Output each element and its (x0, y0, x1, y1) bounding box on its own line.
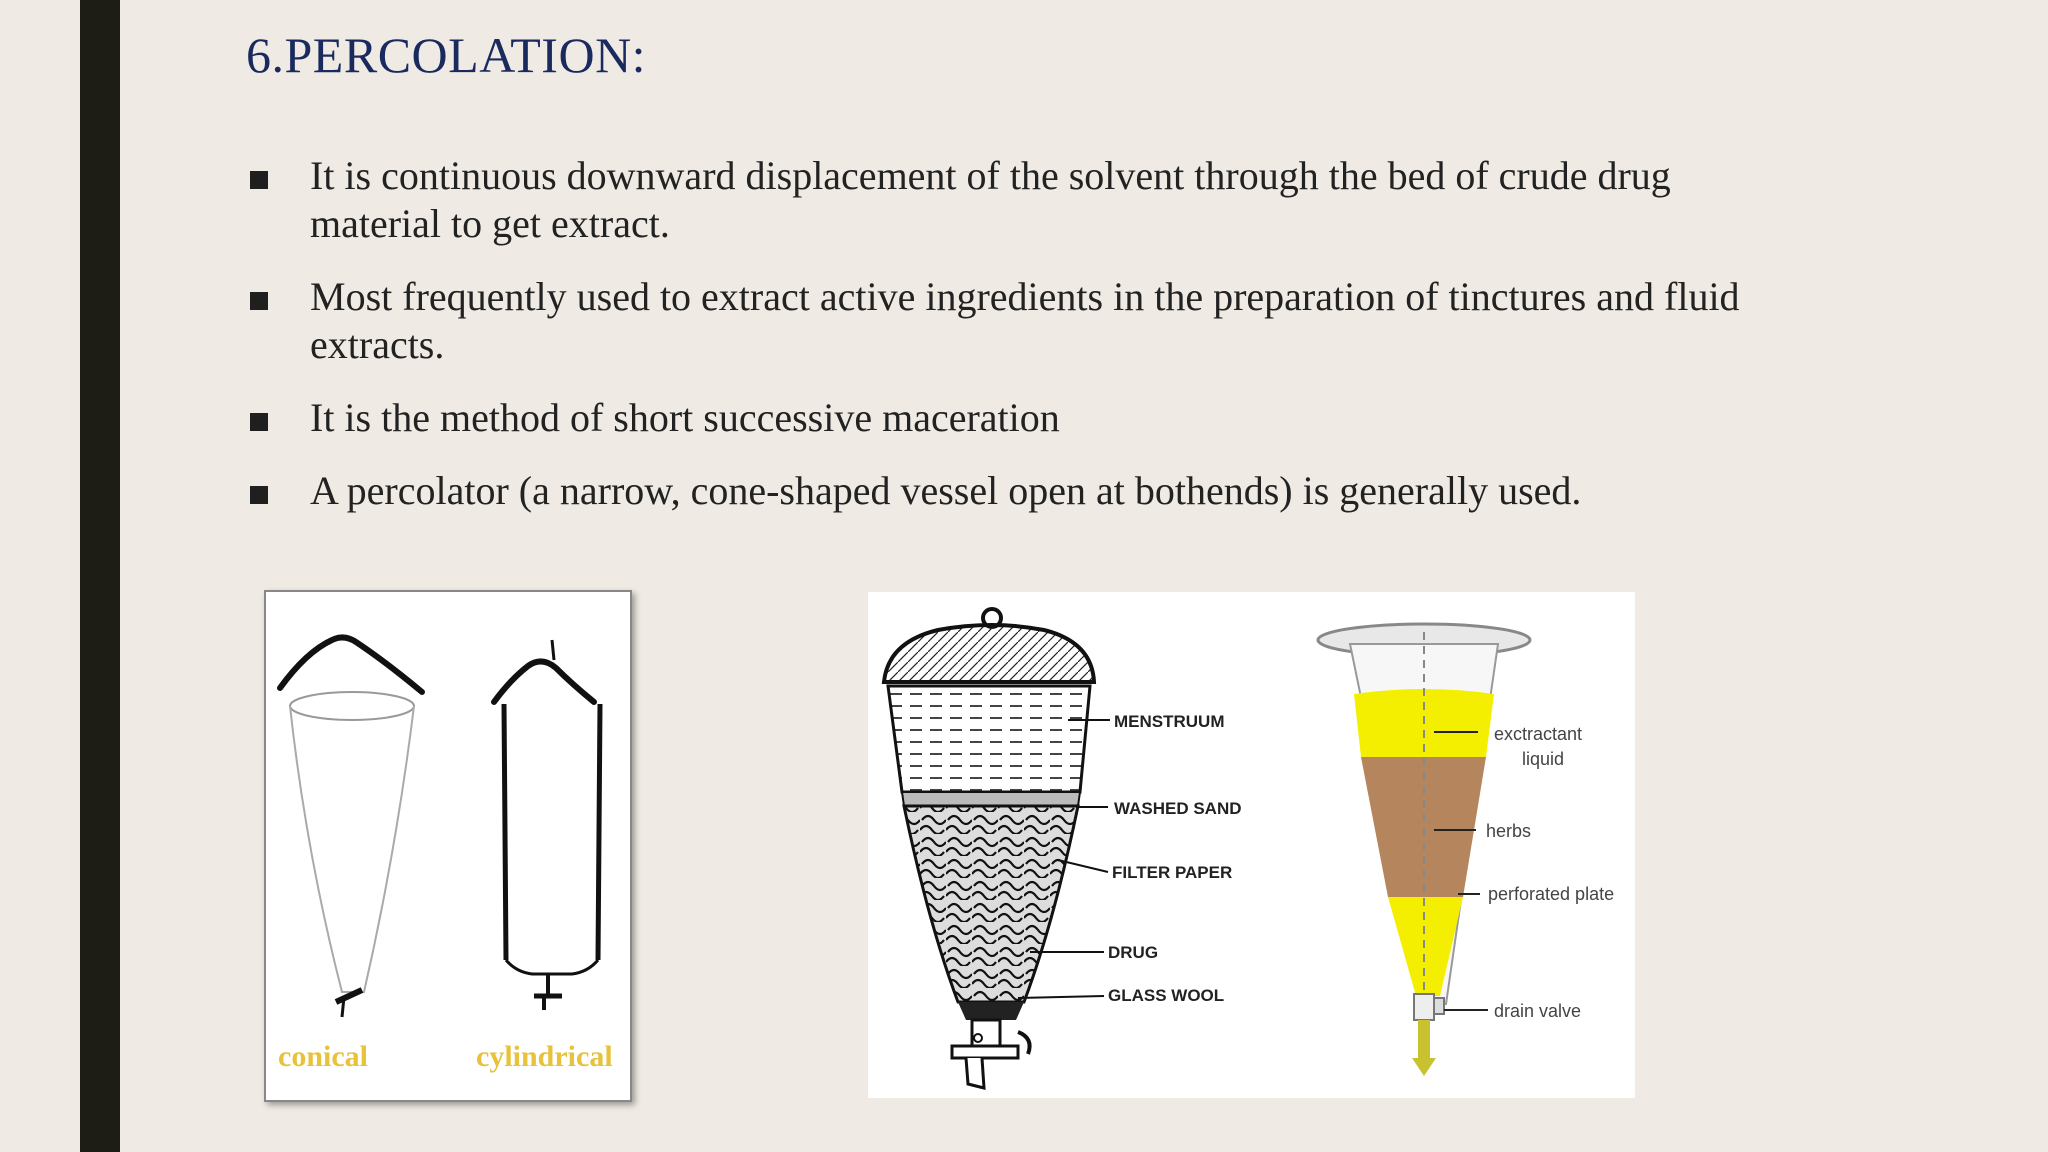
bullet-text: Most frequently used to extract active ingredients in the preparation of tinctures and fluid extracts. (310, 274, 1740, 367)
menstruum-layer (888, 686, 1090, 792)
bullet-item (246, 152, 1806, 248)
cylindrical-body-right (598, 704, 600, 960)
bullet-item (246, 273, 1806, 369)
label-drug: DRUG (1108, 943, 1159, 962)
conical-lid-icon (280, 637, 422, 692)
bullet-text: It is continuous downward displacement of the solvent through the bed of crude drug material to get extract. (310, 153, 1671, 246)
cylindrical-lid-icon (494, 661, 594, 702)
conical-rim (290, 692, 414, 720)
bullet-square-icon (250, 413, 268, 431)
conical-body (290, 706, 414, 992)
bullet-square-icon (250, 292, 268, 310)
percolator-types-figure (264, 590, 632, 1102)
percolator-lid (884, 625, 1094, 682)
bullet-square-icon (250, 486, 268, 504)
label-glass-wool: GLASS WOOL (1108, 986, 1225, 1005)
slide-title: 6.PERCOLATION: (246, 27, 647, 83)
bullet-text: A percolator (a narrow, cone-shaped vessel open at bothends) is generally used. (310, 468, 1582, 513)
funnel-diagram (1318, 624, 1614, 1076)
caption-conical: conical (278, 1040, 368, 1073)
label-perforated-plate: perforated plate (1488, 884, 1615, 904)
label-extractant-line2: liquid (1522, 749, 1565, 769)
percolator-diagram-figure (868, 592, 1635, 1098)
label-herbs: herbs (1486, 821, 1532, 841)
bullet-item (246, 394, 1806, 442)
outlet-valve-icon (952, 1046, 1018, 1058)
label-washed-sand: WASHED SAND (1114, 799, 1242, 818)
drain-valve-icon (1414, 994, 1434, 1020)
glass-wool-layer (958, 1002, 1024, 1020)
bullet-list (246, 152, 1806, 540)
drug-layer (904, 806, 1078, 1002)
percolator-diagram (884, 609, 1242, 1088)
cylindrical-body-left (504, 704, 506, 960)
caption-cylindrical: cylindrical (476, 1040, 613, 1073)
washed-sand-layer (902, 792, 1080, 806)
left-accent-bar (80, 0, 120, 1152)
bullet-text: It is the method of short successive maceration (310, 395, 1060, 440)
label-menstruum: MENSTRUUM (1114, 712, 1225, 731)
bullet-square-icon (250, 171, 268, 189)
label-drain-valve: drain valve (1494, 1001, 1582, 1021)
label-filter-paper: FILTER PAPER (1112, 863, 1233, 882)
label-extractant-line1: exctractant (1494, 724, 1583, 744)
bullet-item (246, 467, 1806, 515)
